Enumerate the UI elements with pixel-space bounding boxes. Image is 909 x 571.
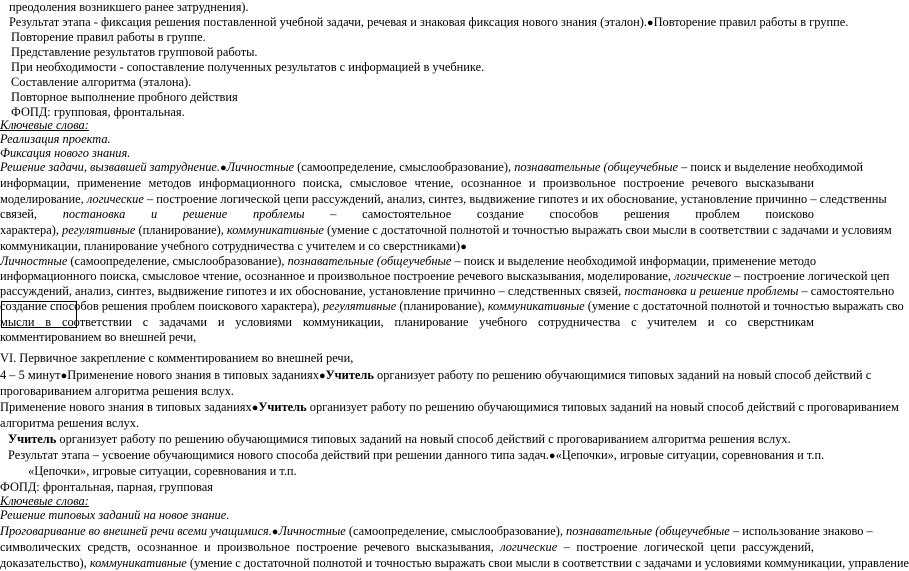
- text-run: алгоритма решения вслух.: [0, 416, 140, 430]
- text-run: коммуникации, планирование учебного сотрудничества с учителем и со сверстниками): [0, 239, 461, 253]
- text-line: [11, 75, 191, 90]
- text-line: [9, 15, 848, 30]
- text-run: логические: [86, 192, 144, 206]
- text-line: [11, 45, 258, 60]
- text-run: комментированием во внешней речи,: [0, 330, 197, 344]
- text-run: Фиксация нового знания.: [0, 146, 131, 160]
- text-run: Составление алгоритма (эталона).: [11, 75, 192, 89]
- text-line: [11, 30, 206, 45]
- bullet-icon: ●: [251, 402, 259, 414]
- text-run: (умение с достаточной полнотой и точностью выражать сво: [584, 299, 904, 313]
- text-run: ФОПД: групповая, фронтальная.: [11, 105, 185, 119]
- text-run: Результат этапа - фиксация решения поставленной учебной задачи, речевая и знаковая фиксация нового знания (эталон).: [9, 15, 647, 29]
- text-run: 4 – 5 минут: [0, 368, 61, 382]
- bullet-icon: ●: [460, 241, 467, 253]
- text-line: [0, 480, 213, 495]
- text-line: [11, 90, 238, 105]
- text-run: (умение с достаточной полнотой и точностью выражать свои мысли в соответствии с задачами и условиям: [323, 223, 892, 237]
- text-run: (самоопределение, смыслообразование),: [67, 254, 288, 268]
- text-line: [0, 330, 196, 345]
- text-line: [0, 118, 89, 133]
- text-run: моделирование,: [0, 192, 87, 206]
- text-run: организует работу по решению обучающимися типовых заданий на новый способ действий с: [373, 368, 872, 382]
- text-run: – построение логической цепи рассуждений, анализ, синтез, выдвижение гипотез и их обоснование, установление причинно – следственны: [143, 192, 887, 206]
- text-run: Повторное выполнение пробного действия: [11, 90, 238, 104]
- text-run: Ключевые слова:: [0, 118, 89, 132]
- text-run: Результат этапа – усвоение обучающимися нового способа действий при решении данного типа задач.: [8, 448, 549, 462]
- text-run: Повторение правил работы в группе.: [653, 15, 849, 29]
- text-run: коммуникативные: [89, 556, 187, 570]
- text-line: [0, 239, 467, 254]
- text-run: – использование знаково –: [729, 524, 873, 538]
- text-line: [0, 160, 864, 175]
- text-run: проговариванием алгоритма решения вслух.: [0, 384, 234, 398]
- text-line: [11, 60, 484, 75]
- bullet-icon: ●: [220, 162, 227, 174]
- text-run: Учитель: [8, 432, 57, 446]
- text-run: доказательство),: [0, 556, 90, 570]
- text-line: [0, 400, 899, 415]
- text-line: [8, 448, 824, 463]
- text-run: Применение нового знания в типовых заданиях: [67, 368, 319, 382]
- text-line: [0, 540, 814, 555]
- text-run: познавательные (общеучебные: [287, 254, 452, 268]
- text-run: логические: [500, 540, 558, 554]
- text-run: Представление результатов групповой работы.: [11, 45, 258, 59]
- text-run: связей,: [0, 207, 63, 221]
- text-run: При необходимости - сопоставление полученных результатов с информацией в учебнике.: [11, 60, 485, 74]
- text-run: преодоления возникшего ранее затруднения).: [9, 0, 249, 14]
- text-run: создание способов решения проблем поискового характера),: [0, 299, 323, 313]
- text-run: информационного поиска, смысловое чтение, осознанное и произвольное построение речевого высказывания, моделирование,: [0, 269, 675, 283]
- text-line: [0, 176, 814, 191]
- text-run: ФОПД: фронтальная, парная, групповая: [0, 480, 213, 494]
- text-run: – построение логической цеп: [731, 269, 890, 283]
- text-run: – построение логической цепи рассуждений,: [557, 540, 814, 554]
- text-run: коммуникативные: [487, 299, 585, 313]
- text-line: [28, 464, 297, 479]
- text-run: – поиск и выделение необходимой информации, применение методо: [451, 254, 817, 268]
- text-run: постановка и решение проблемы: [624, 284, 799, 298]
- text-run: «Цепочки», игровые ситуации, соревнования и т.п.: [555, 448, 825, 462]
- text-line: [0, 299, 904, 314]
- text-run: логические: [674, 269, 732, 283]
- text-run: мысли в соответствии с задачами и условиями коммуникации, планирование учебного сотрудничества с учителем и со сверстникам: [0, 315, 814, 329]
- text-line: [0, 416, 139, 431]
- text-line: [9, 0, 249, 15]
- text-line: [0, 223, 892, 238]
- text-run: VI. Первичное закрепление с комментированием во внешней речи,: [0, 351, 354, 365]
- text-run: Личностные: [226, 160, 294, 174]
- text-line: [0, 368, 872, 383]
- text-line: [0, 384, 234, 399]
- text-line: [0, 508, 229, 523]
- text-run: (самоопределение, смыслообразование),: [293, 160, 515, 174]
- text-run: регулятивные: [62, 223, 136, 237]
- text-line: [0, 254, 817, 269]
- text-run: рассуждений, анализ, синтез, выдвижение гипотез и их обоснование, установление причинно – следственных связей,: [0, 284, 625, 298]
- text-line: [0, 315, 814, 330]
- text-run: – поиск и выделение необходимой: [678, 160, 864, 174]
- text-run: (самоопределение, смыслообразование),: [345, 524, 567, 538]
- text-run: – самостоятельное создание способов решения проблем поисково: [304, 207, 814, 221]
- text-run: Решение задачи, вызвавшей затруднение.: [0, 160, 220, 174]
- text-line: [0, 132, 111, 147]
- text-line: [0, 284, 895, 299]
- text-run: «Цепочки», игровые ситуации, соревнования и т.п.: [28, 464, 297, 478]
- text-run: Применение нового знания в типовых заданиях: [0, 400, 252, 414]
- bullet-icon: ●: [318, 370, 326, 382]
- text-run: познавательные (общеучебные: [514, 160, 679, 174]
- text-run: (планирование),: [396, 299, 488, 313]
- text-run: Учитель: [325, 368, 374, 382]
- text-run: постановка и решение проблемы: [62, 207, 305, 221]
- text-run: организует работу по решению обучающимися типовых заданий на новый способ действий с проговариванием алгоритма решения вслух.: [56, 432, 791, 446]
- text-run: характера),: [0, 223, 63, 237]
- text-run: Реализация проекта.: [0, 132, 111, 146]
- bullet-icon: ●: [271, 526, 279, 538]
- text-line: [0, 556, 909, 571]
- bullet-icon: ●: [60, 370, 68, 382]
- text-run: Повторение правил работы в группе.: [11, 30, 206, 44]
- text-line: [0, 524, 873, 539]
- bullet-icon: ●: [646, 17, 654, 29]
- text-run: Проговаривание во внешней речи всеми учащимися.: [0, 524, 272, 538]
- text-run: Учитель: [258, 400, 307, 414]
- text-run: организует работу по решению обучающимися типовых заданий на новый способ действий с проговариванием: [306, 400, 899, 414]
- text-line: [0, 269, 890, 284]
- text-run: Решение типовых заданий на новое знание.: [0, 508, 230, 522]
- text-run: (планирование),: [135, 223, 227, 237]
- text-run: коммуникативные: [226, 223, 324, 237]
- text-run: регулятивные: [322, 299, 397, 313]
- text-run: познавательные (общеучебные: [566, 524, 730, 538]
- text-line: [8, 432, 791, 447]
- text-run: символических средств, осознанное и произвольное построение речевого высказывания,: [0, 540, 501, 554]
- text-line: [0, 351, 353, 366]
- text-run: информации, применение методов информационного поиска, смысловое чтение, осознанное и произвольное построение речевого высказывани: [0, 176, 814, 190]
- bullet-icon: ●: [548, 450, 556, 462]
- text-line: [0, 494, 89, 509]
- text-run: – самостоятельно: [798, 284, 895, 298]
- text-run: Ключевые слова:: [0, 494, 89, 508]
- text-run: Личностные: [278, 524, 346, 538]
- text-line: [0, 192, 887, 207]
- text-run: Личностные: [0, 254, 68, 268]
- text-run: (умение с достаточной полнотой и точностью выражать свои мысли в соответствии с задачами и условиями коммуникации, управление: [186, 556, 909, 570]
- text-line: [0, 207, 814, 222]
- text-line: [0, 146, 130, 161]
